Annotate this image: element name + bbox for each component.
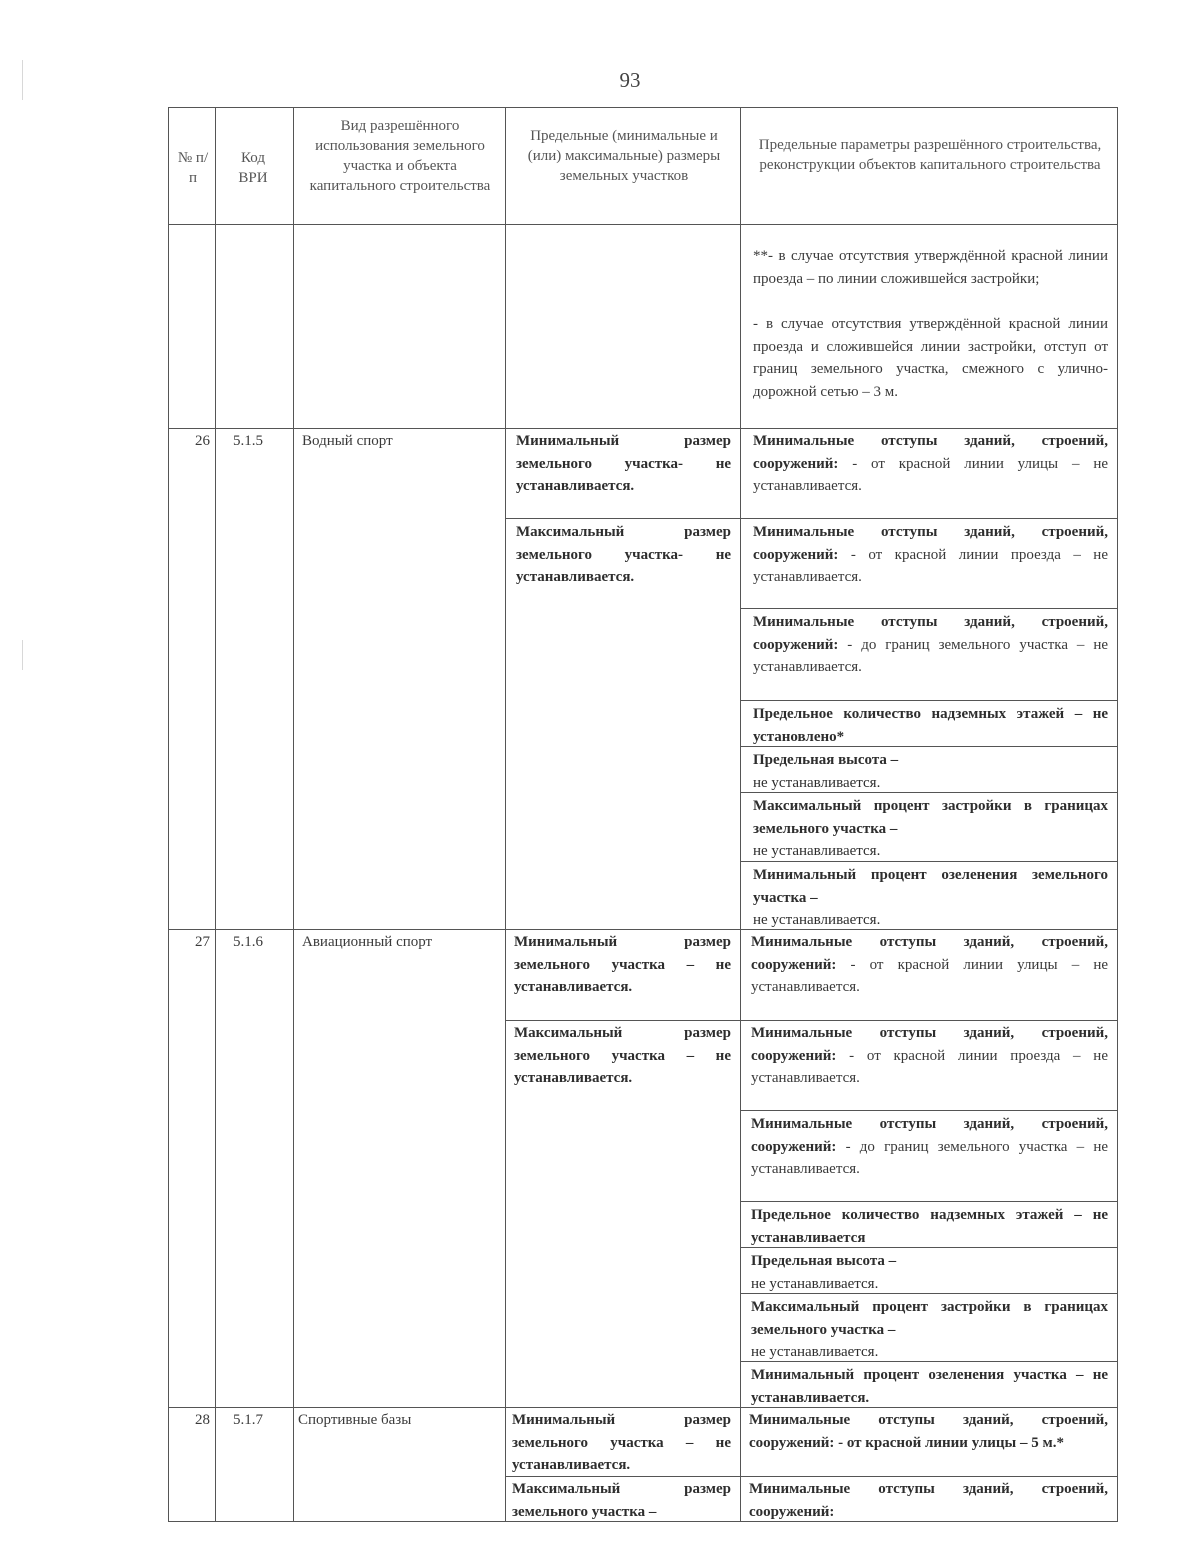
scan-margin-mark — [22, 640, 23, 670]
param-value: - от красной линии улицы – не устанавливается. — [753, 455, 1109, 495]
continuation-note: - в случае отсутствия утверждённой красной линии проезда и сложившейся линии застройки, отступ от границ земельного участка, смежного с улично-дорожной сетью – 3 м. — [753, 316, 1108, 400]
min-size-cell: Минимальный размер земельного участка – не устанавливается. — [514, 934, 731, 996]
max-size-cell: Максимальный размер земельного участка- не устанавливается. — [516, 524, 731, 586]
header-number: № п/п — [177, 150, 209, 186]
param-cell — [753, 795, 1108, 863]
header-code: Код ВРИ — [238, 150, 268, 186]
param-cell — [753, 749, 1108, 794]
max-size-cell: Максимальный размер земельного участка – не устанавливается. — [514, 1025, 731, 1087]
param-cell — [753, 864, 1108, 932]
row-code: 5.1.7 — [233, 1412, 263, 1428]
header-parameters: Предельные параметры разрешённого строительства, реконструкции объектов капитального строительства — [758, 137, 1102, 173]
param-heading: Минимальные отступы зданий, строений, сооружений: — [751, 1116, 1108, 1155]
max-size-cell: Максимальный размер земельного участка – — [512, 1481, 731, 1520]
param-cell — [751, 1022, 1108, 1090]
row-number: 28 — [195, 1412, 210, 1428]
header-row-divider — [168, 224, 1118, 225]
param-cell: Минимальные отступы зданий, строений, сооружений: — [749, 1481, 1108, 1520]
param-heading: Предельная высота – — [753, 752, 899, 768]
param-cell-divider — [740, 1201, 1118, 1202]
param-value: не устанавливается. — [753, 843, 881, 860]
header-plot-size: Предельные (минимальные и (или) максимальные) размеры земельных участков — [527, 128, 721, 184]
param-heading: Минимальный процент озеленения земельного участка – — [753, 867, 1108, 906]
param-heading: Максимальный процент застройки в границах земельного участка – — [753, 798, 1108, 837]
column-divider — [293, 107, 294, 1522]
param-cell — [751, 1113, 1108, 1181]
param-value: - от красной линии проезда – не устанавливается. — [753, 546, 1108, 586]
row-number: 26 — [195, 433, 210, 449]
row-number: 27 — [195, 934, 210, 950]
param-value: не устанавливается. — [751, 1275, 879, 1292]
param-cell-divider — [740, 1110, 1118, 1111]
param-value: - от красной линии улицы – 5 м.* — [838, 1434, 1064, 1451]
param-heading: Минимальные отступы зданий, строений, сооружений: — [749, 1412, 1108, 1451]
param-value: - от красной линии улицы – не устанавливается. — [751, 956, 1108, 996]
param-cell — [753, 521, 1108, 589]
row-code: 5.1.6 — [233, 934, 263, 950]
param-cell — [753, 430, 1108, 498]
param-value: - до границ земельного участка – не устанавливается. — [753, 636, 1109, 676]
param-cell-divider — [740, 700, 1118, 701]
param-cell: Предельное количество надземных этажей – не установлено* — [753, 706, 1108, 745]
param-cell — [751, 1250, 1108, 1295]
param-value: не устанавливается. — [751, 1344, 879, 1361]
param-heading: Предельная высота – — [751, 1253, 897, 1269]
min-size-cell: Минимальный размер земельного участка – не устанавливается. — [512, 1412, 731, 1474]
column-divider — [505, 107, 506, 1522]
row-divider — [168, 428, 1118, 429]
row-use-name: Спортивные базы — [298, 1412, 412, 1428]
param-cell: Минимальный процент озеленения участка – не устанавливается. — [751, 1367, 1108, 1406]
param-cell — [751, 931, 1108, 999]
param-cell-divider — [740, 608, 1118, 609]
row-use-name: Авиационный спорт — [302, 934, 433, 950]
param-heading: Минимальные отступы зданий, строений, сооружений: — [751, 1025, 1108, 1064]
param-heading: Минимальные отступы зданий, строений, сооружений: — [753, 524, 1108, 563]
param-heading: Минимальные отступы зданий, строений, сооружений: — [753, 433, 1108, 472]
param-cell: Предельное количество надземных этажей – не устанавливается — [751, 1207, 1108, 1246]
min-size-cell: Минимальный размер земельного участка- не устанавливается. — [516, 433, 731, 495]
param-value: не устанавливается. — [753, 774, 881, 791]
param-cell — [753, 611, 1108, 679]
param-value: - до границ земельного участка – не устанавливается. — [751, 1138, 1108, 1178]
param-cell — [751, 1296, 1108, 1364]
param-value: не устанавливается. — [753, 912, 881, 929]
continuation-note: **- в случае отсутствия утверждённой красной линии проезда – по линии сложившейся застройки; — [753, 248, 1108, 287]
row-use-name: Водный спорт — [302, 433, 393, 449]
param-heading: Минимальные отступы зданий, строений, сооружений: — [753, 614, 1108, 653]
size-cell-divider — [505, 518, 1118, 519]
row-code: 5.1.5 — [233, 433, 263, 449]
param-heading: Минимальные отступы зданий, строений, сооружений: — [751, 934, 1108, 973]
page-number: 93 — [619, 68, 641, 92]
param-cell — [749, 1409, 1108, 1454]
param-value: - от красной линии проезда – не устанавливается. — [751, 1047, 1108, 1087]
header-use-type: Вид разрешённого использования земельного участка и объекта капитального строительства — [309, 118, 491, 194]
size-cell-divider — [505, 1020, 1118, 1021]
column-divider — [740, 107, 741, 1522]
column-divider — [215, 107, 216, 1522]
param-heading: Максимальный процент застройки в границах земельного участка – — [751, 1299, 1108, 1338]
